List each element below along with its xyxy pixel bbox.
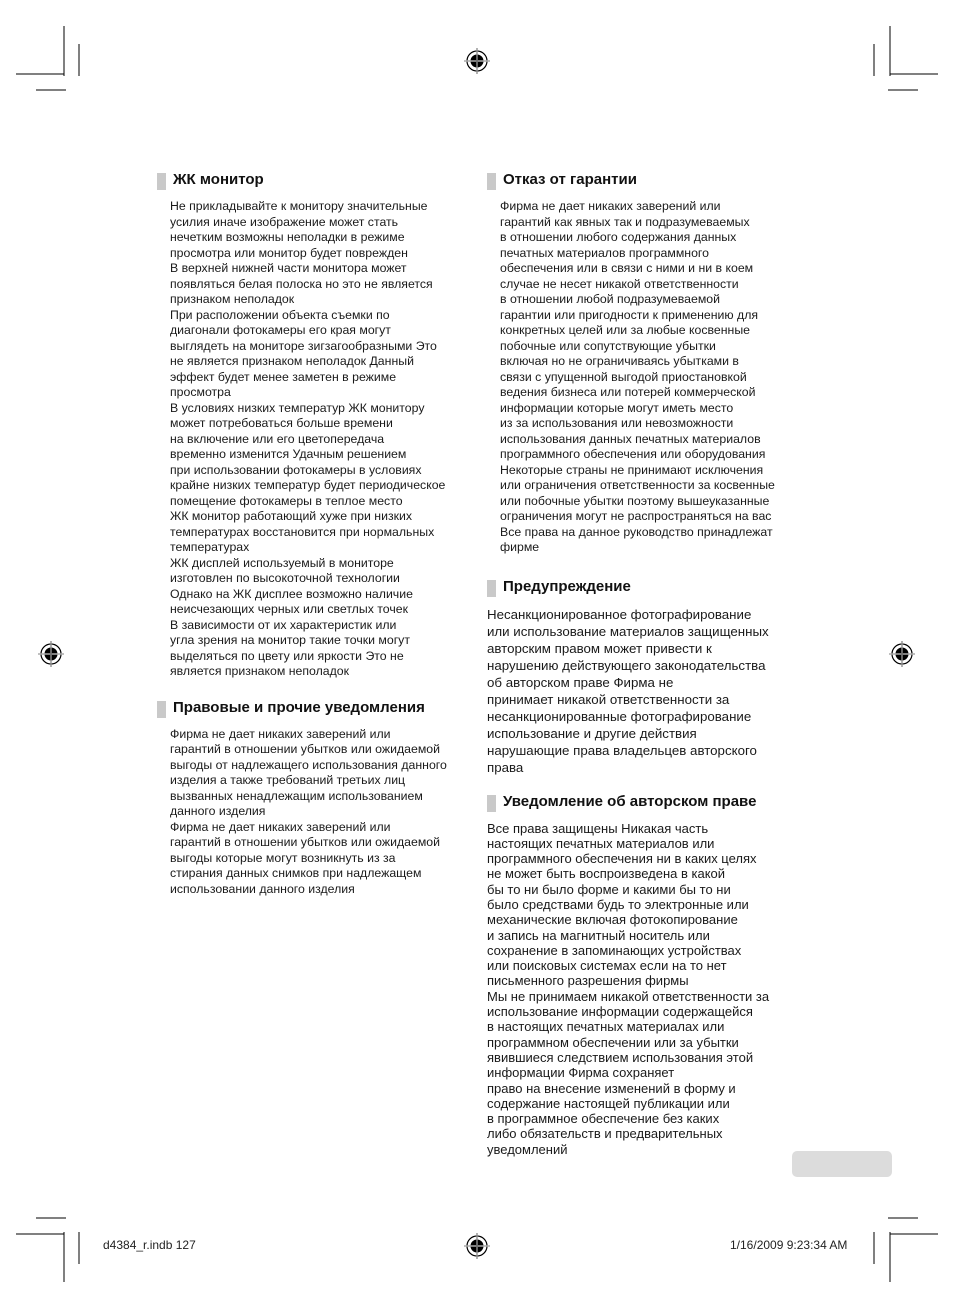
section-body: Фирма не дает никаких заверений или гарантий как явных так и подразумеваемых в отношении любого содержания данных печатных материалов программного обеспечения или в связи с ними и ни в коем случае не несет никакой ответственности в отношении любой подразумеваемой гарантии или пригодности к применению для конкретных целей или за любые косвенные побочные или сопутствующие убытки включая но не ограничиваясь убытками в связи с упущенной выгодой приостановкой ведения бизнеса или потерей коммерческой информации которые могут иметь место из за использования или невозможности использования данных печатных материалов программного обеспечения или оборудования Некоторые страны не принимают исключения или ограничения ответственности за косвенные или побочные убытки поэтому вышеуказанные ограничения могут не распространяться на вас Все права на данное руководство принадлежат фирме <box>500 199 775 554</box>
section-lcd-monitor <box>157 170 469 680</box>
heading-text: Правовые и прочие уведомления <box>173 698 425 716</box>
heading-text: ЖК монитор <box>173 171 264 188</box>
section-heading <box>487 577 802 597</box>
heading-bar <box>487 795 496 812</box>
heading-text: Предупреждение <box>503 577 631 595</box>
heading-text: Уведомление об авторском праве <box>503 792 757 810</box>
heading-bar <box>157 701 166 718</box>
section-copyright-notice <box>487 792 802 1158</box>
registration-mark-left <box>38 641 64 667</box>
section-heading <box>157 170 469 190</box>
section-body: Все права защищены Никакая часть настоящих печатных материалов или программного обеспечения ни в каких целях не может быть воспроизведена в какой бы то ни было форме и какими бы то ни было средствами будь то электронные или механические включая фотокопирование и запись на магнитный носитель или сохранение в запоминающих устройствах или поисковых системах если на то нет письменного разрешения фирмы Мы не принимаем никакой ответственности за использование информации содержащейся в настоящих печатных материалах или программном обеспечении или за убытки явившиеся следствием использования этой информации Фирма сохраняет право на внесение изменений в форму и содержание настоящей публикации или в программное обеспечение без каких либо обязательств и предварительных уведомлений <box>487 820 770 1157</box>
section-warning <box>487 577 802 776</box>
section-body: Фирма не дает никаких заверений или гарантий в отношении убытков или ожидаемой выгоды от надлежащего использования данного изделия а также требований третьих лиц вызванных ненадлежащим использованием данного изделия Фирма не дает никаких заверений или гарантий в отношении убытков или ожидаемой выгоды которые могут возникнуть из за стирания данных снимков при надлежащем использовании данного изделия <box>170 726 447 896</box>
registration-mark-bottom <box>464 1233 490 1259</box>
left-column <box>157 170 469 897</box>
heading-bar <box>157 173 166 190</box>
heading-text: Отказ от гарантии <box>503 171 637 188</box>
heading-bar <box>487 580 496 597</box>
footer-filename: d4384_r.indb 127 <box>103 1238 196 1252</box>
footer-timestamp: 1/16/2009 9:23:34 AM <box>730 1238 848 1252</box>
page-number-tab <box>792 1151 892 1177</box>
section-heading <box>487 792 802 812</box>
heading-bar <box>487 173 496 190</box>
registration-mark-right <box>889 641 915 667</box>
section-body: Не прикладывайте к монитору значительные усилия иначе изображение может стать нечетким возможны неполадки в режиме просмотра или монитор будет поврежден В верхней нижней части монитора может появляться белая полоска но это не является признаком неполадок При расположении объекта съемки по диагонали фотокамеры его края могут выглядеть на мониторе зигзагообразными Это не является признаком неполадок Данный эффект будет менее заметен в режиме просмотра В условиях низких температур ЖК монитору может потребоваться больше времени на включение или его цветопередача временно изменится Удачным решением при использовании фотокамеры в условиях крайне низких температур будет периодическое помещение фотокамеры в теплое место ЖК монитор работающий хуже при низких температурах восстановится при нормальных температурах ЖК дисплей используемый в мониторе изготовлен по высокоточной технологии Однако на ЖК дисплее возможно наличие неисчезающих черных или светлых точек В зависимости от их характеристик или угла зрения на монитор такие точки могут выделяться по цвету или яркости Это не является признаком неполадок <box>170 199 446 678</box>
right-column <box>487 170 802 1157</box>
section-heading <box>487 170 802 190</box>
section-body: Несанкционированное фотографирование или использование материалов защищенных авторским правом может привести к нарушению действующего законодательства об авторском праве Фирма не принимает никакой ответственности за несанкционированные фотографирование использование и другие действия нарушающие права владельцев авторского права <box>487 606 769 775</box>
section-warranty-disclaimer <box>487 170 802 556</box>
registration-mark-top <box>464 48 490 74</box>
section-legal-notices <box>157 698 469 898</box>
section-heading <box>157 698 469 718</box>
